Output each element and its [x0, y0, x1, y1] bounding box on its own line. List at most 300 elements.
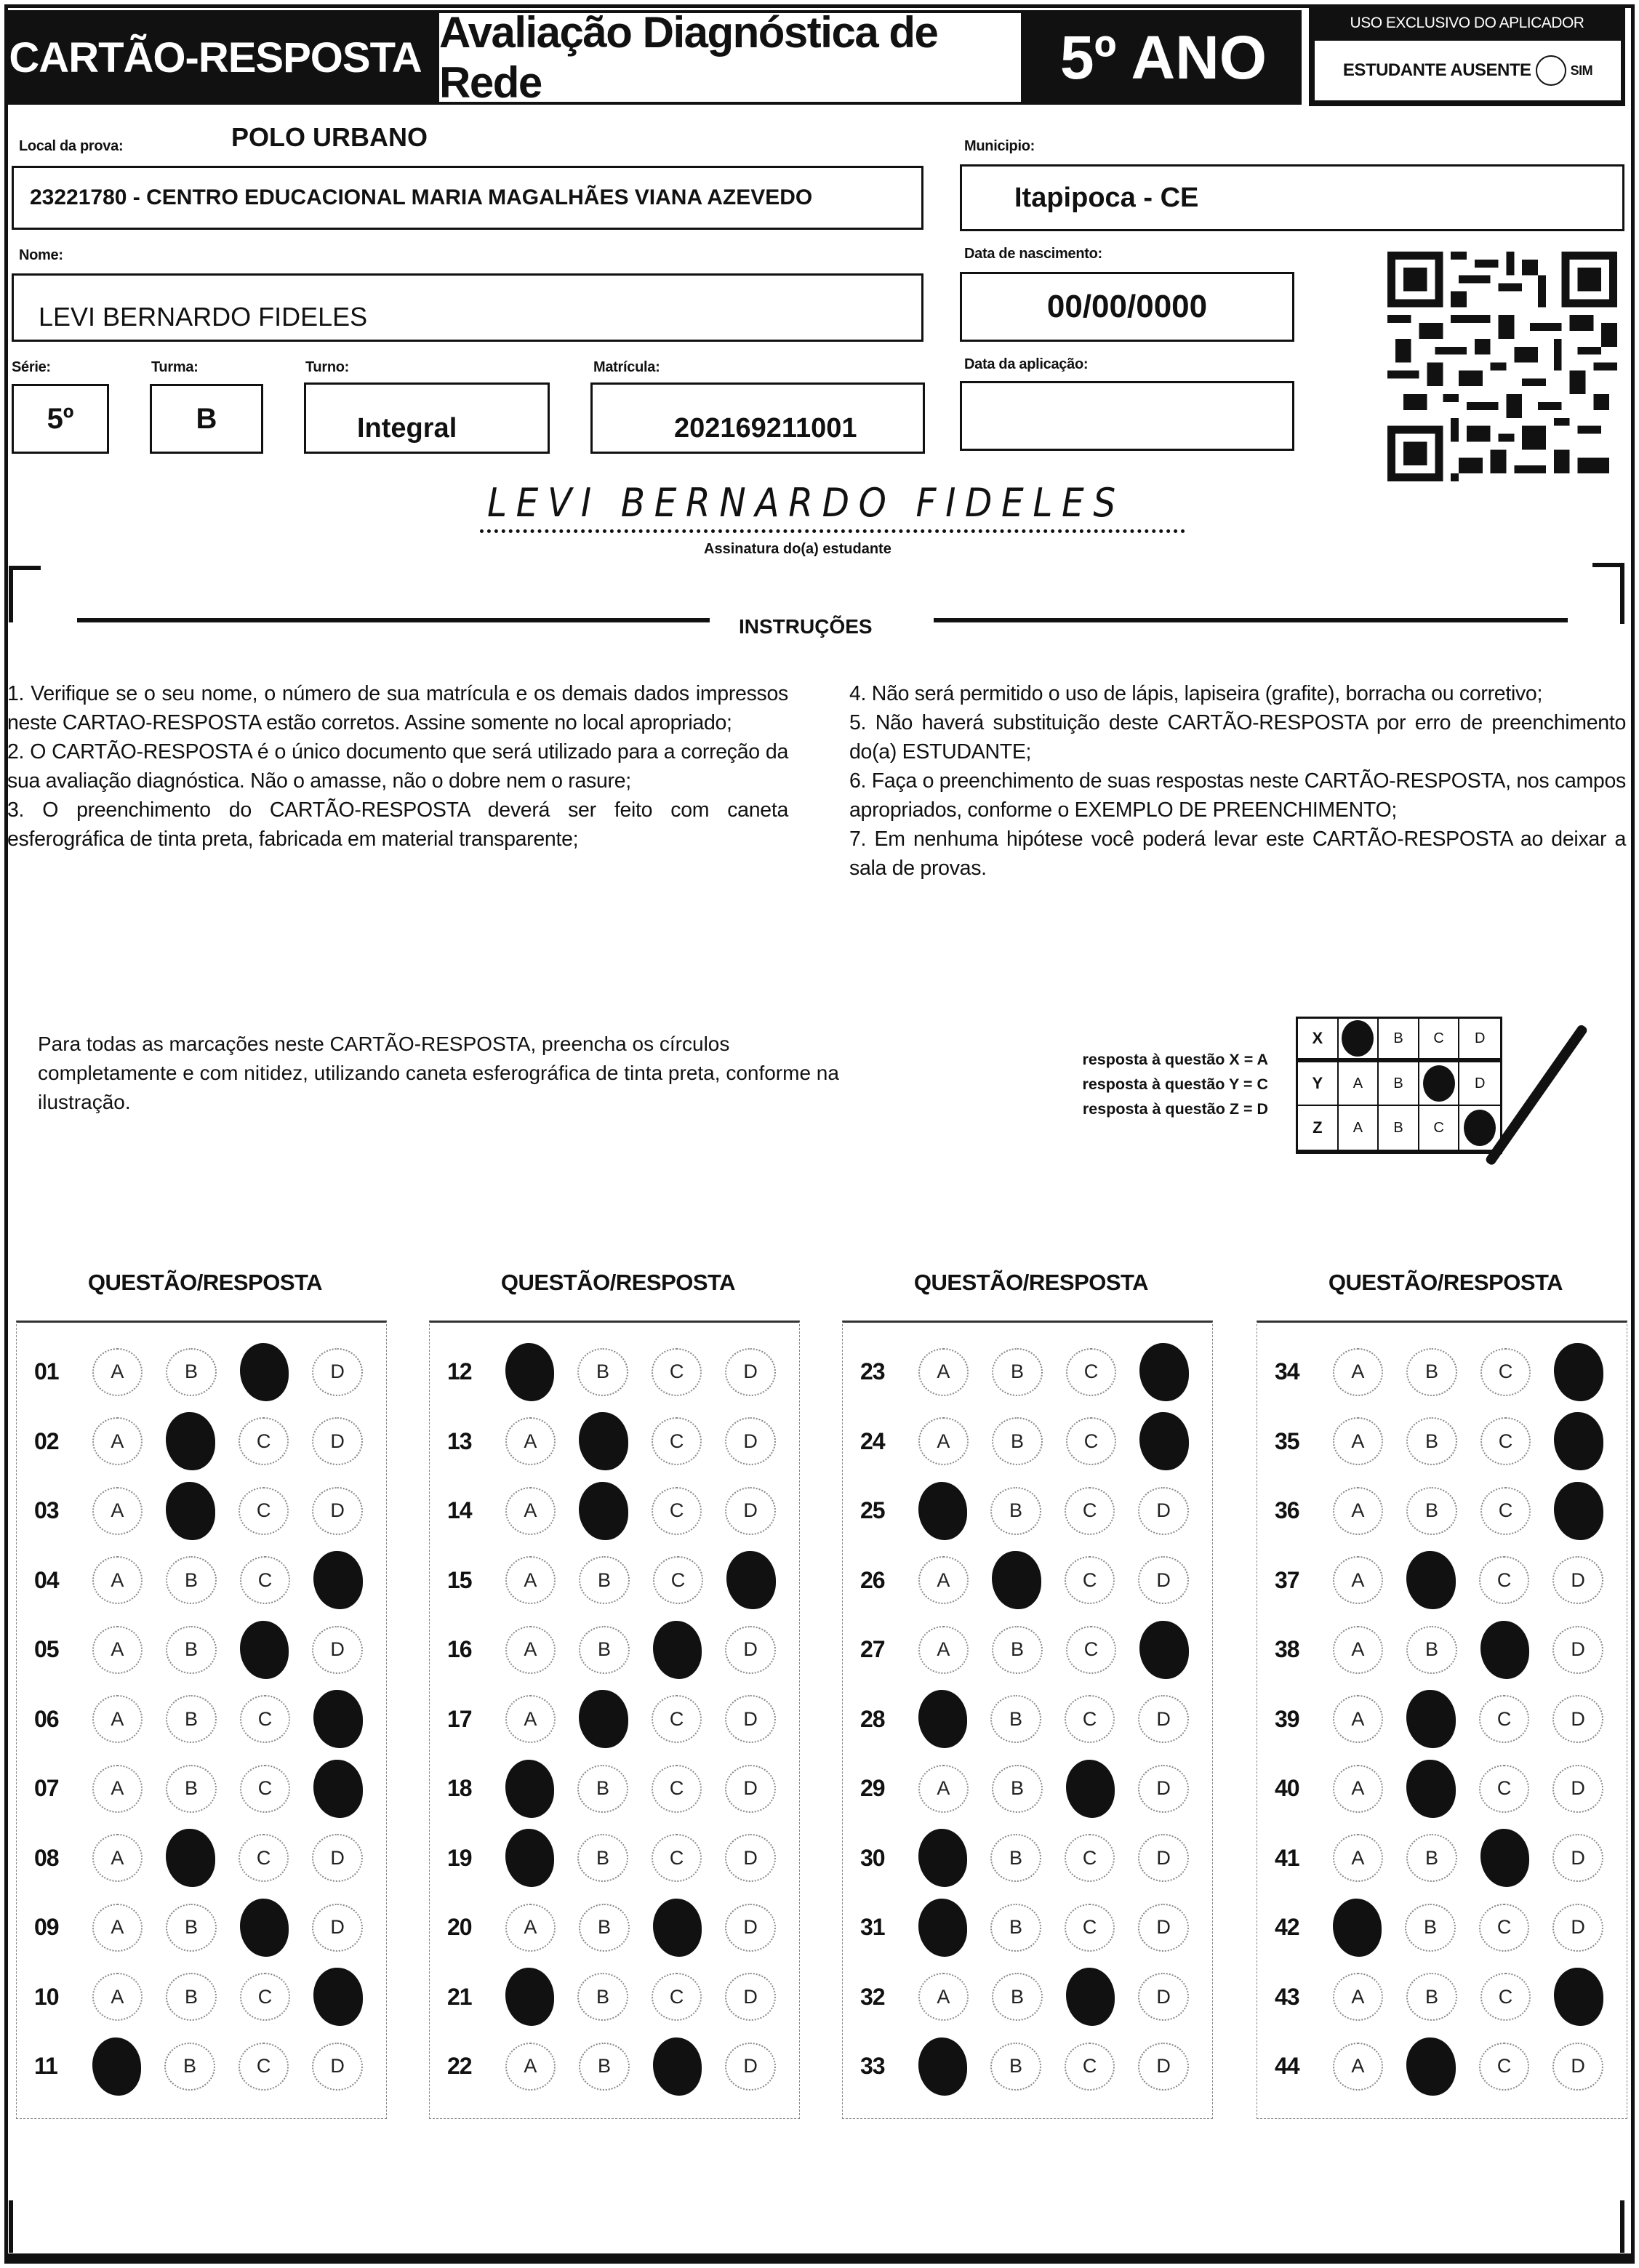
answer-column-title: QUESTÃO/RESPOSTA	[1328, 1270, 1563, 1295]
answer-bubble-b[interactable]: B	[164, 2043, 215, 2091]
answer-bubble-c[interactable]	[1066, 1760, 1115, 1818]
question-row	[843, 1615, 1212, 1685]
exam-title: Avaliação Diagnóstica de Rede	[439, 13, 1021, 102]
nome-label: Nome:	[19, 247, 63, 263]
answer-bubble-a[interactable]: A	[92, 1417, 143, 1465]
question-row	[17, 1615, 386, 1685]
answer-bubble-b[interactable]	[992, 1551, 1041, 1609]
question-number: 16	[447, 1636, 472, 1663]
corner-mark-top-left	[9, 566, 41, 622]
instructions-right-column	[849, 679, 1626, 883]
answer-column	[842, 1321, 1213, 2119]
aplicacao-field[interactable]	[960, 381, 1294, 451]
answer-bubble-b[interactable]: B	[990, 1487, 1041, 1535]
handwritten-signature: LEVI BERNARDO FIDELES	[487, 480, 1125, 526]
answer-bubble-a[interactable]: A	[505, 1487, 556, 1535]
answer-bubble-b[interactable]	[579, 1482, 628, 1540]
answer-bubble-b[interactable]: B	[577, 1348, 628, 1396]
answer-bubble-b[interactable]	[1406, 1551, 1456, 1609]
answer-bubble-a[interactable]	[92, 2037, 142, 2096]
answer-bubble-a[interactable]: A	[92, 1556, 143, 1604]
question-row	[1257, 1476, 1627, 1546]
answer-bubble-d[interactable]	[1554, 1343, 1603, 1401]
answer-bubble-c[interactable]	[1480, 1621, 1530, 1679]
answer-bubble-b[interactable]: B	[166, 1626, 217, 1674]
question-row	[17, 1893, 386, 1963]
answer-bubble-c[interactable]: C	[652, 1834, 702, 1882]
answer-column-title: QUESTÃO/RESPOSTA	[87, 1270, 323, 1295]
question-row	[1257, 1963, 1627, 2032]
answer-bubble-c[interactable]: C	[1065, 1487, 1115, 1535]
answer-bubble-c[interactable]: C	[239, 1834, 289, 1882]
answer-bubble-c[interactable]: C	[653, 1556, 704, 1604]
answer-bubble-b[interactable]: B	[166, 1904, 217, 1952]
answer-bubble-d[interactable]: D	[312, 1348, 363, 1396]
answer-bubble-d[interactable]: D	[725, 2043, 776, 2091]
answer-bubble-a[interactable]: A	[918, 1973, 969, 2021]
example-legend	[1028, 1047, 1268, 1121]
answer-bubble-d[interactable]: D	[725, 1626, 776, 1674]
answer-bubble-a[interactable]: A	[918, 1626, 969, 1674]
answer-bubble-c[interactable]	[1480, 1829, 1530, 1887]
question-row	[1257, 1685, 1627, 1755]
answer-bubble-c[interactable]: C	[240, 1556, 291, 1604]
answer-bubble-a[interactable]	[918, 1829, 968, 1887]
answer-bubble-c[interactable]	[653, 2037, 702, 2096]
question-number: 10	[34, 1983, 59, 2010]
turno-field	[304, 382, 550, 454]
question-row	[17, 1963, 386, 2032]
school-field	[12, 166, 923, 230]
instruction-item: 1. Verifique se o seu nome, o número de sua matrícula e os demais dados impressos neste CARTAO-RESPOSTA estão corretos. Assine somente no local apropriado;	[7, 682, 788, 734]
answer-bubble-b[interactable]: B	[579, 1626, 630, 1674]
example-row-x	[1298, 1019, 1500, 1062]
answer-bubble-b[interactable]: B	[992, 1417, 1043, 1465]
turma-value: B	[196, 402, 217, 435]
question-row	[1257, 1893, 1627, 1963]
example-cell: B	[1379, 1062, 1419, 1105]
answer-bubble-d[interactable]: D	[1552, 1765, 1603, 1813]
answer-bubble-c[interactable]: C	[1065, 1904, 1115, 1952]
answer-bubble-b[interactable]: B	[166, 1765, 217, 1813]
answer-bubble-d[interactable]: D	[312, 1487, 363, 1535]
answer-bubble-b[interactable]: B	[166, 1973, 217, 2021]
answer-bubble-b[interactable]: B	[990, 1834, 1041, 1882]
example-key: Y	[1298, 1062, 1339, 1105]
answer-bubble-b[interactable]: B	[579, 2043, 630, 2091]
answer-bubble-a[interactable]: A	[1333, 1973, 1384, 2021]
question-row	[843, 1893, 1212, 1963]
answer-bubble-d[interactable]	[1139, 1343, 1189, 1401]
answer-bubble-d[interactable]: D	[1138, 1904, 1189, 1952]
answer-bubble-a[interactable]: A	[1333, 2043, 1384, 2091]
school-value: 23221780 - CENTRO EDUCACIONAL MARIA MAGALHÃES VIANA AZEVEDO	[30, 185, 813, 209]
municipio-label: Municipio:	[964, 138, 1035, 154]
answer-bubble-d[interactable]: D	[1138, 1765, 1189, 1813]
answer-bubble-a[interactable]: A	[505, 1695, 556, 1743]
example-row-y	[1298, 1062, 1500, 1106]
question-row	[17, 1754, 386, 1824]
applicator-box-title: USO EXCLUSIVO DO APLICADOR	[1350, 15, 1584, 31]
question-number: 41	[1275, 1844, 1299, 1871]
answer-bubble-d[interactable]: D	[725, 1695, 776, 1743]
question-row	[17, 1546, 386, 1616]
answer-bubble-c[interactable]	[653, 1899, 702, 1957]
answer-bubble-a[interactable]	[918, 1482, 968, 1540]
question-row	[1257, 1407, 1627, 1477]
answer-bubble-c[interactable]: C	[1065, 1834, 1115, 1882]
answer-bubble-d[interactable]: D	[1138, 1834, 1189, 1882]
answer-bubble-b[interactable]: B	[990, 2043, 1041, 2091]
answer-bubble-a[interactable]: A	[918, 1765, 969, 1813]
answer-bubble-a[interactable]	[505, 1968, 555, 2026]
answer-bubble-d[interactable]: D	[1138, 1973, 1189, 2021]
example-cell	[1459, 1106, 1500, 1150]
answer-bubble-a[interactable]	[505, 1760, 555, 1818]
turma-label: Turma:	[151, 359, 199, 375]
question-row	[17, 1407, 386, 1477]
answer-bubble-b[interactable]	[579, 1412, 628, 1470]
instruction-item: 6. Faça o preenchimento de suas respostas neste CARTÃO-RESPOSTA, nos campos apropriados, conforme o EXEMPLO DE PREENCHIMENTO;	[849, 769, 1626, 822]
answer-bubble-c[interactable]: C	[1065, 1556, 1115, 1604]
nome-field	[12, 273, 923, 342]
local-label: Local da prova:	[19, 138, 124, 154]
answer-bubble-c[interactable]: C	[1065, 1695, 1115, 1743]
serie-field	[12, 384, 109, 454]
answer-bubble-c[interactable]: C	[1480, 1973, 1531, 2021]
answer-bubble-a[interactable]: A	[918, 1556, 969, 1604]
question-number: 14	[447, 1497, 472, 1524]
question-row	[17, 1337, 386, 1407]
answer-bubble-a[interactable]: A	[918, 1348, 969, 1396]
answer-bubble-a[interactable]: A	[1333, 1348, 1384, 1396]
answer-bubble-d[interactable]: D	[312, 1904, 363, 1952]
answer-bubble-d[interactable]	[313, 1760, 363, 1818]
turma-field	[150, 384, 263, 454]
question-row	[430, 1893, 799, 1963]
question-number: 44	[1275, 2053, 1299, 2080]
answer-bubble-d[interactable]	[313, 1690, 363, 1748]
instruction-item: 7. Em nenhuma hipótese você poderá levar este CARTÃO-RESPOSTA ao deixar a sala de provas.	[849, 828, 1626, 880]
answer-bubble-a[interactable]: A	[505, 2043, 556, 2091]
question-row	[430, 1546, 799, 1616]
answer-bubble-c[interactable]: C	[1479, 1904, 1530, 1952]
answer-bubble-b[interactable]: B	[577, 1834, 628, 1882]
question-number: 13	[447, 1427, 472, 1454]
answer-column	[1257, 1321, 1627, 2119]
answer-bubble-d[interactable]: D	[1138, 1556, 1189, 1604]
answer-bubble-d[interactable]: D	[725, 1904, 776, 1952]
answer-bubble-b[interactable]: B	[579, 1556, 630, 1604]
question-number: 21	[447, 1983, 472, 2010]
answer-bubble-b[interactable]: B	[990, 1904, 1041, 1952]
question-number: 38	[1275, 1636, 1299, 1663]
example-cell: B	[1379, 1106, 1419, 1150]
answer-bubble-a[interactable]	[918, 2037, 968, 2096]
answer-bubble-c[interactable]: C	[652, 1973, 702, 2021]
answer-bubble-c[interactable]: C	[652, 1487, 702, 1535]
example-cell	[1339, 1019, 1379, 1058]
answer-bubble-a[interactable]	[918, 1690, 968, 1748]
answer-bubble-b[interactable]: B	[1406, 1973, 1457, 2021]
answer-bubble-c[interactable]: C	[1480, 1417, 1531, 1465]
instruction-item: 4. Não será permitido o uso de lápis, lapiseira (grafite), borracha ou corretivo;	[849, 682, 1543, 705]
answer-bubble-b[interactable]: B	[1406, 1348, 1457, 1396]
question-row	[843, 1754, 1212, 1824]
answer-bubble-d[interactable]: D	[725, 1487, 776, 1535]
answer-bubble-a[interactable]: A	[92, 1695, 143, 1743]
answer-bubble-d[interactable]	[1139, 1412, 1189, 1470]
signature-line[interactable]	[480, 529, 1185, 533]
answer-bubble-d[interactable]: D	[1138, 1487, 1189, 1535]
answer-bubble-c[interactable]: C	[1065, 2043, 1115, 2091]
answer-bubble-a[interactable]	[505, 1343, 555, 1401]
municipio-field	[960, 164, 1624, 231]
answer-bubble-b[interactable]: B	[992, 1348, 1043, 1396]
question-number: 34	[1275, 1358, 1299, 1385]
answer-bubble-d[interactable]: D	[1138, 1695, 1189, 1743]
answer-bubble-c[interactable]	[240, 1621, 289, 1679]
question-number: 20	[447, 1914, 472, 1941]
question-row	[430, 1685, 799, 1755]
answer-bubble-d[interactable]: D	[312, 1834, 363, 1882]
answer-bubble-c[interactable]: C	[239, 1417, 289, 1465]
example-key: Z	[1298, 1106, 1339, 1150]
question-row	[843, 1407, 1212, 1477]
question-number: 02	[34, 1427, 59, 1454]
answer-bubble-d[interactable]	[1554, 1968, 1603, 2026]
answer-bubble-c[interactable]: C	[240, 1973, 291, 2021]
aplicacao-label: Data da aplicação:	[964, 356, 1089, 372]
answer-bubble-a[interactable]	[505, 1829, 555, 1887]
answer-bubble-c[interactable]	[653, 1621, 702, 1679]
answer-bubble-d[interactable]: D	[725, 1973, 776, 2021]
question-number: 19	[447, 1844, 472, 1871]
answer-bubble-b[interactable]: B	[1406, 1834, 1457, 1882]
question-number: 26	[860, 1566, 885, 1593]
instructions-rule-left	[77, 618, 710, 622]
answer-bubble-d[interactable]: D	[1552, 1556, 1603, 1604]
question-row	[430, 1476, 799, 1546]
question-number: 04	[34, 1566, 59, 1593]
question-number: 33	[860, 2053, 885, 2080]
answer-bubble-b[interactable]	[166, 1412, 215, 1470]
question-row	[843, 1824, 1212, 1894]
answer-bubble-d[interactable]: D	[312, 2043, 363, 2091]
question-number: 07	[34, 1775, 59, 1802]
question-row	[17, 1685, 386, 1755]
question-row	[430, 1963, 799, 2032]
answer-bubble-b[interactable]	[166, 1482, 215, 1540]
question-number: 01	[34, 1358, 59, 1385]
answer-bubble-b[interactable]: B	[1406, 1626, 1457, 1674]
question-row	[17, 1476, 386, 1546]
answer-bubble-c[interactable]	[240, 1899, 289, 1957]
answer-bubble-c[interactable]: C	[240, 1695, 291, 1743]
question-number: 30	[860, 1844, 885, 1871]
answer-bubble-c[interactable]: C	[239, 2043, 289, 2091]
answer-bubble-b[interactable]	[1406, 1760, 1456, 1818]
question-number: 39	[1275, 1705, 1299, 1732]
answer-bubble-b[interactable]: B	[166, 1556, 217, 1604]
answer-bubble-a[interactable]: A	[505, 1417, 556, 1465]
answer-bubble-a[interactable]: A	[505, 1626, 556, 1674]
answer-bubble-b[interactable]: B	[992, 1765, 1043, 1813]
question-number: 18	[447, 1775, 472, 1802]
question-number: 31	[860, 1914, 885, 1941]
answer-bubble-b[interactable]	[579, 1690, 628, 1748]
question-row	[430, 1754, 799, 1824]
corner-mark-bottom-right	[1592, 2200, 1624, 2253]
answer-bubble-d[interactable]	[1554, 1482, 1603, 1540]
answer-bubble-d[interactable]: D	[1552, 1695, 1603, 1743]
answer-bubble-c[interactable]: C	[1479, 1695, 1530, 1743]
answer-bubble-b[interactable]: B	[992, 1973, 1043, 2021]
answer-bubble-a[interactable]: A	[1333, 1695, 1384, 1743]
answer-bubble-a[interactable]: A	[92, 1834, 143, 1882]
instruction-item: 2. O CARTÃO-RESPOSTA é o único documento que será utilizado para a correção da sua avaliação diagnóstica. Não o amasse, não o dobre nem o rasure;	[7, 740, 788, 793]
answer-bubble-b[interactable]: B	[1406, 1417, 1457, 1465]
matricula-value: 202169211001	[674, 412, 857, 444]
answer-bubble-a[interactable]: A	[918, 1417, 969, 1465]
answer-bubble-b[interactable]: B	[992, 1626, 1043, 1674]
question-row	[843, 1546, 1212, 1616]
matricula-label: Matrícula:	[593, 359, 660, 375]
answer-bubble-d[interactable]: D	[1552, 1904, 1603, 1952]
corner-mark-top-right	[1592, 563, 1624, 624]
question-number: 09	[34, 1914, 59, 1941]
answer-bubble-a[interactable]: A	[92, 1904, 143, 1952]
answer-bubble-a[interactable]: A	[505, 1904, 556, 1952]
answer-bubble-b[interactable]: B	[579, 1904, 630, 1952]
answer-bubble-b[interactable]	[1406, 1690, 1456, 1748]
answer-bubble-c[interactable]: C	[1479, 1556, 1530, 1604]
answer-bubble-d[interactable]: D	[725, 1765, 776, 1813]
answer-bubble-c[interactable]: C	[1480, 1348, 1531, 1396]
answer-bubble-d[interactable]: D	[725, 1348, 776, 1396]
answer-bubble-a[interactable]: A	[1333, 1487, 1384, 1535]
answer-bubble-b[interactable]: B	[1406, 1487, 1457, 1535]
answer-bubble-c[interactable]: C	[1066, 1626, 1117, 1674]
answer-bubble-a[interactable]	[1333, 1899, 1382, 1957]
answer-bubble-a[interactable]	[918, 1899, 968, 1957]
example-line: resposta à questão Y = C	[1082, 1075, 1268, 1093]
answer-bubble-c[interactable]: C	[1066, 1348, 1117, 1396]
question-row	[843, 1337, 1212, 1407]
answer-bubble-c[interactable]: C	[1480, 1487, 1531, 1535]
answer-bubble-c[interactable]: C	[239, 1487, 289, 1535]
answer-bubble-a[interactable]: A	[1333, 1556, 1384, 1604]
answer-bubble-d[interactable]	[1139, 1621, 1189, 1679]
instructions-left-column	[7, 679, 788, 854]
answer-bubble-c[interactable]: C	[1066, 1417, 1117, 1465]
question-number: 23	[860, 1358, 885, 1385]
answer-bubble-a[interactable]: A	[505, 1556, 556, 1604]
absent-yes-label: SIM	[1570, 63, 1593, 78]
answer-bubble-d[interactable]: D	[725, 1834, 776, 1882]
question-row	[17, 1824, 386, 1894]
answer-bubble-c[interactable]: C	[652, 1695, 702, 1743]
question-number: 24	[860, 1427, 885, 1454]
answer-bubble-c[interactable]	[240, 1343, 289, 1401]
answer-bubble-b[interactable]: B	[1405, 1904, 1456, 1952]
question-number: 25	[860, 1497, 885, 1524]
sheet-title: CARTÃO-RESPOSTA	[7, 10, 423, 105]
fill-example-illustration	[1296, 1017, 1502, 1154]
answer-bubble-d[interactable]	[726, 1551, 776, 1609]
answer-bubble-c[interactable]: C	[1479, 2043, 1530, 2091]
question-number: 28	[860, 1705, 885, 1732]
example-cell	[1419, 1062, 1460, 1105]
answer-bubble-d[interactable]: D	[312, 1417, 363, 1465]
question-row	[1257, 1824, 1627, 1894]
answer-bubble-c[interactable]: C	[652, 1417, 702, 1465]
answer-bubble-b[interactable]: B	[990, 1695, 1041, 1743]
answer-bubble-a[interactable]: A	[92, 1348, 143, 1396]
answer-column	[429, 1321, 800, 2119]
answer-bubble-b[interactable]	[166, 1829, 215, 1887]
answer-bubble-b[interactable]	[1406, 2037, 1456, 2096]
answer-bubble-c[interactable]: C	[240, 1765, 291, 1813]
question-number: 17	[447, 1705, 472, 1732]
answer-bubble-a[interactable]: A	[1333, 1765, 1384, 1813]
question-number: 35	[1275, 1427, 1299, 1454]
answer-bubble-d[interactable]: D	[1552, 1834, 1603, 1882]
answer-bubble-b[interactable]: B	[166, 1348, 217, 1396]
question-number: 37	[1275, 1566, 1299, 1593]
answer-bubble-c[interactable]: C	[652, 1765, 702, 1813]
filled-bubble-icon	[1423, 1065, 1455, 1102]
question-number: 05	[34, 1636, 59, 1663]
answer-bubble-b[interactable]: B	[166, 1695, 217, 1743]
example-cell: B	[1379, 1019, 1419, 1058]
answer-bubble-a[interactable]: A	[1333, 1417, 1384, 1465]
answer-bubble-b[interactable]: B	[577, 1973, 628, 2021]
answer-bubble-d[interactable]: D	[1552, 2043, 1603, 2091]
example-cell: C	[1419, 1106, 1460, 1150]
question-number: 43	[1275, 1983, 1299, 2010]
answer-bubble-c[interactable]	[1066, 1968, 1115, 2026]
answer-bubble-b[interactable]: B	[577, 1765, 628, 1813]
question-row	[1257, 1615, 1627, 1685]
question-number: 27	[860, 1636, 885, 1663]
answer-bubble-a[interactable]: A	[92, 1487, 143, 1535]
answer-bubble-d[interactable]	[313, 1968, 363, 2026]
absent-bubble[interactable]	[1536, 55, 1566, 86]
answer-bubble-c[interactable]: C	[652, 1348, 702, 1396]
answer-bubble-d[interactable]	[1554, 1412, 1603, 1470]
question-number: 36	[1275, 1497, 1299, 1524]
answer-bubble-d[interactable]: D	[1138, 2043, 1189, 2091]
question-row	[430, 1824, 799, 1894]
answer-bubble-a[interactable]: A	[92, 1765, 143, 1813]
answer-bubble-a[interactable]: A	[1333, 1626, 1384, 1674]
answer-bubble-a[interactable]: A	[92, 1626, 143, 1674]
question-number: 15	[447, 1566, 472, 1593]
answer-bubble-d[interactable]: D	[725, 1417, 776, 1465]
answer-bubble-d[interactable]	[313, 1551, 363, 1609]
answer-bubble-c[interactable]: C	[1479, 1765, 1530, 1813]
example-cell: C	[1419, 1019, 1460, 1058]
answer-bubble-a[interactable]: A	[92, 1973, 143, 2021]
answer-bubble-d[interactable]: D	[312, 1626, 363, 1674]
question-number: 32	[860, 1983, 885, 2010]
answer-column	[16, 1321, 387, 2119]
answer-bubble-d[interactable]: D	[1552, 1626, 1603, 1674]
instruction-item: 5. Não haverá substituição deste CARTÃO-RESPOSTA por erro de preenchimento do(a) ESTUDANTE;	[849, 711, 1626, 764]
answer-bubble-a[interactable]: A	[1333, 1834, 1384, 1882]
question-row	[430, 2032, 799, 2101]
